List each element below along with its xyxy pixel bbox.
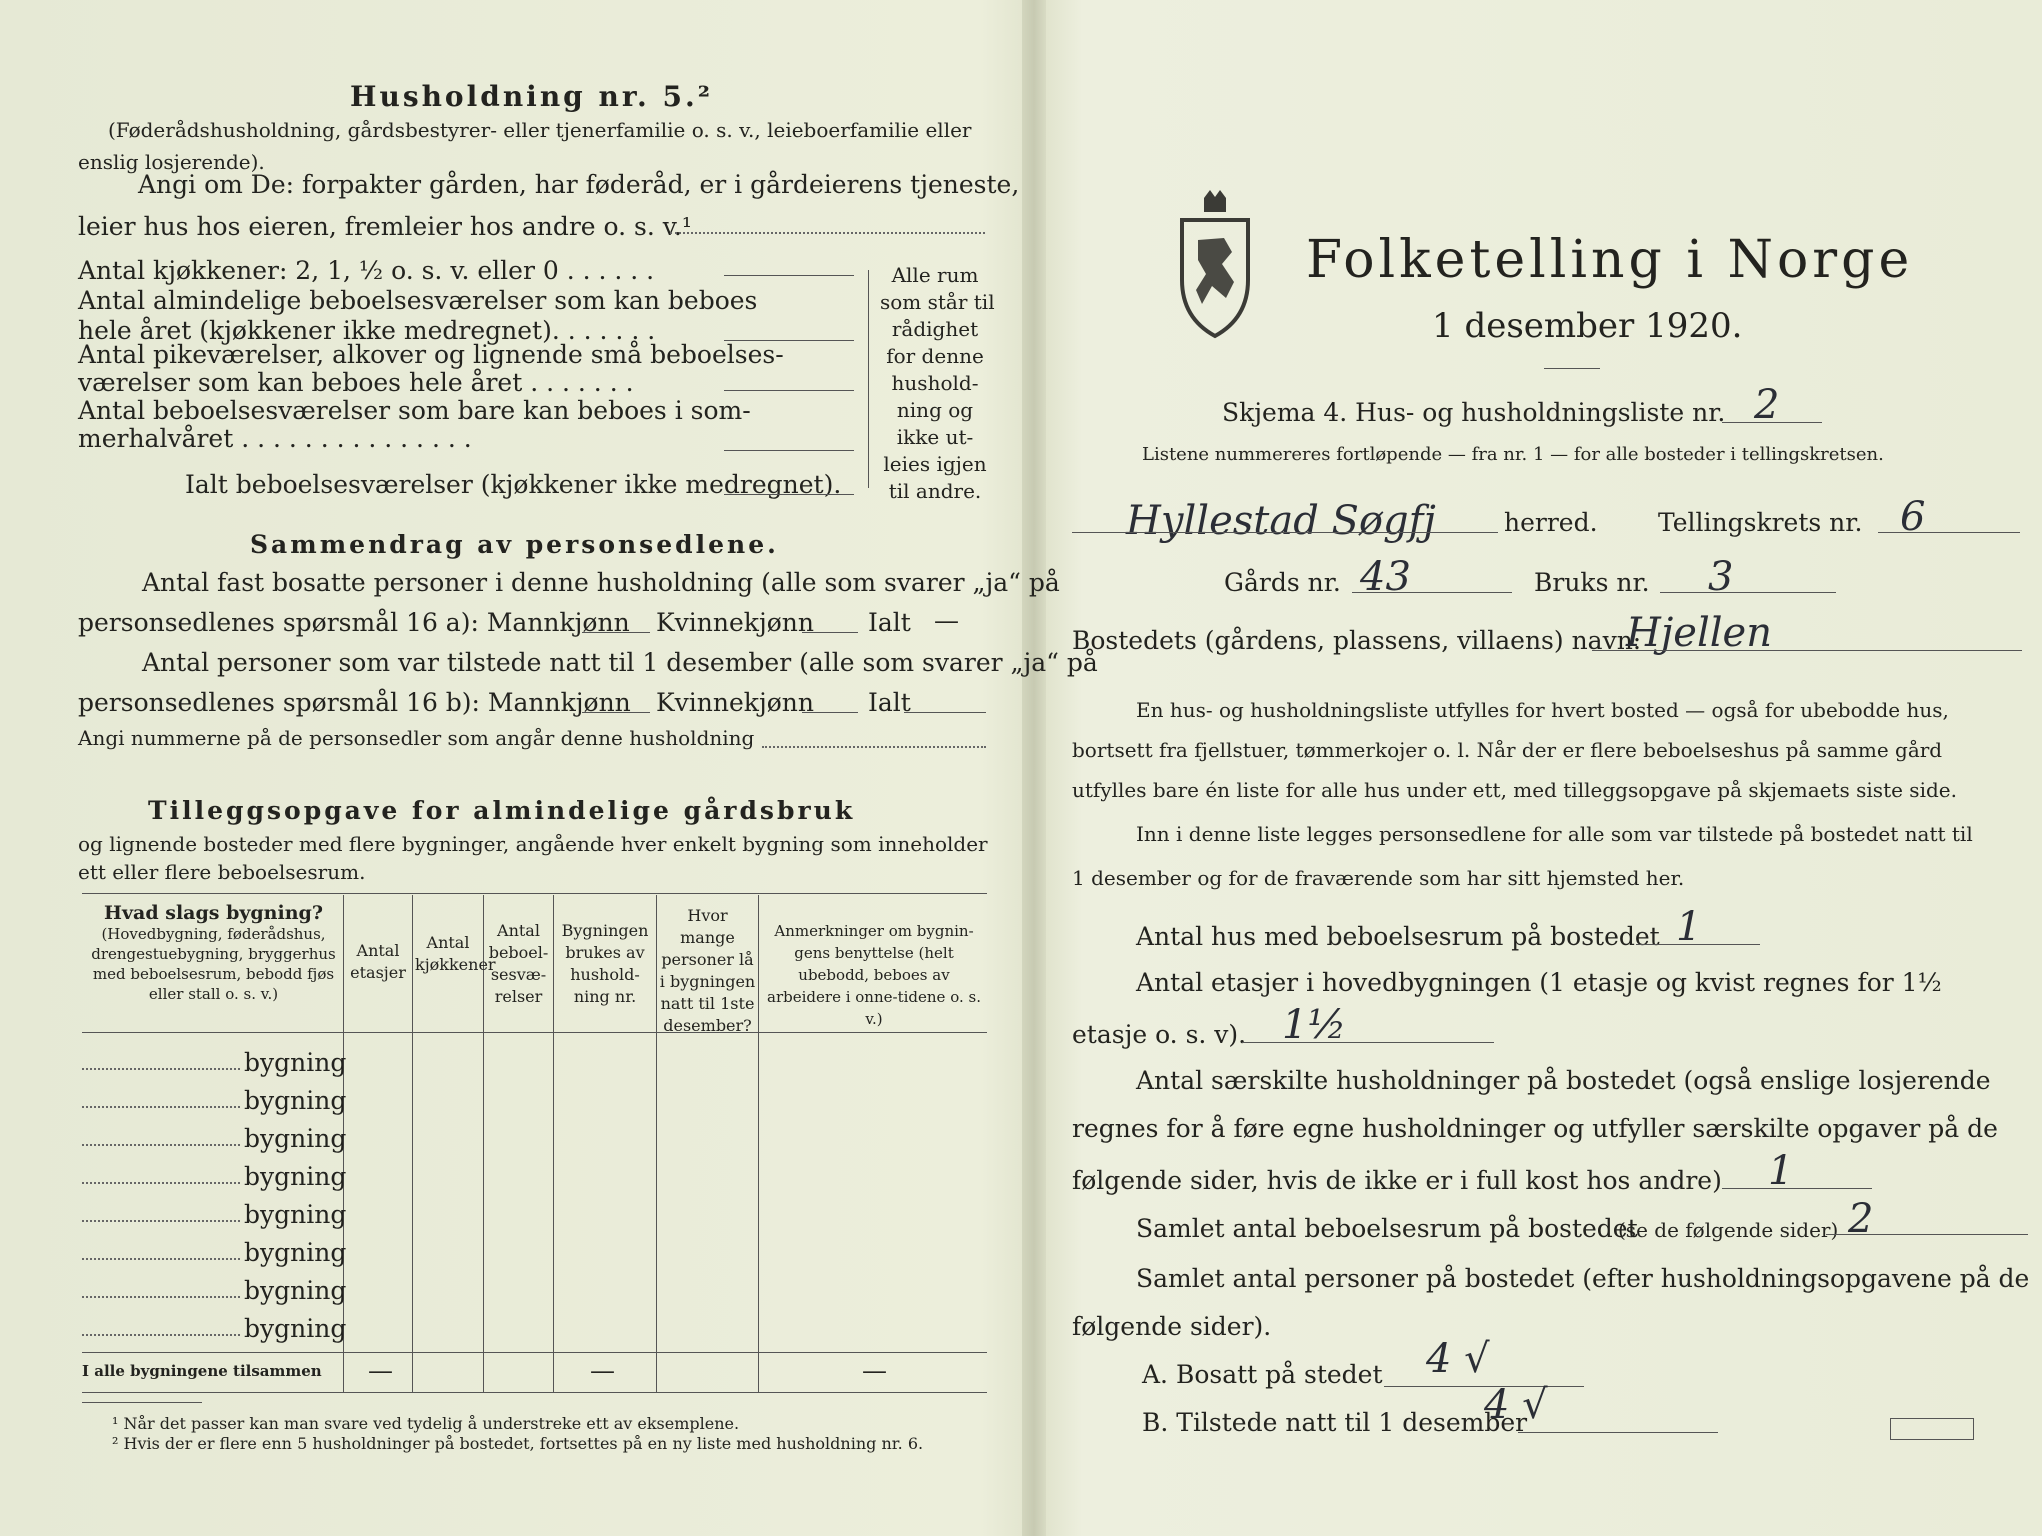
til-kvinne-label: Kvinnekjønn — [656, 688, 814, 717]
hus-field[interactable] — [1636, 944, 1760, 945]
fast-ialt-label: Ialt — [868, 608, 911, 637]
household-intro: (Føderådshusholdning, gårdsbestyrer- eller tjenerfamilie o. s. v., leieboerfamilie eller — [108, 118, 972, 142]
sammendrag-heading: Sammendrag av personsedlene. — [250, 530, 779, 559]
printer-stamp — [1890, 1418, 1974, 1440]
info-1a: En hus- og husholdningsliste utfylles for hvert bosted — også for ubebodde hus, — [1136, 698, 1949, 722]
angi-line-1: Angi om De: forpakter gården, har føderåd, er i gårdeierens tjeneste, — [138, 170, 1020, 199]
total-etasjer: — — [368, 1356, 393, 1385]
household-title: Husholdning nr. 5.² — [350, 80, 714, 113]
table-top-rule — [82, 893, 987, 894]
fast-kvinne-label: Kvinnekjønn — [656, 608, 814, 637]
row-label: bygning — [244, 1162, 347, 1191]
etasjer-label-2: etasje o. s. v). — [1072, 1020, 1247, 1049]
fast-line-2: personsedlenes spørsmål 16 a): Mannkjønn — [78, 608, 630, 637]
bosatt-value[interactable]: 4 √ — [1426, 1336, 1490, 1382]
bosted-field[interactable] — [1592, 650, 2022, 651]
row-field[interactable] — [82, 1296, 240, 1298]
info-2b: 1 desember og for de fraværende som har sitt hjemsted her. — [1072, 866, 1685, 890]
tilstede-value[interactable]: 4 √ — [1484, 1382, 1548, 1428]
coat-of-arms-icon — [1176, 190, 1254, 340]
row-label: bygning — [244, 1086, 347, 1115]
gards-value[interactable]: 43 — [1360, 554, 1411, 600]
som-label-2: merhalvåret . . . . . . . . . . . . . . . — [78, 424, 472, 453]
row-label: bygning — [244, 1124, 347, 1153]
side-note-line: rådighet — [891, 317, 979, 341]
krets-field[interactable] — [1878, 532, 2020, 533]
row-field[interactable] — [82, 1220, 240, 1222]
fast-mann-field[interactable] — [582, 632, 650, 633]
pike-field[interactable] — [724, 390, 854, 391]
side-note-line: til andre. — [888, 479, 982, 503]
alm-label-1: Antal almindelige beboelsesværelser som kan beboes — [78, 286, 758, 315]
col-header-type-title: Hvad slags bygning? — [104, 902, 323, 924]
samlet-rum-value[interactable]: 2 — [1848, 1196, 1874, 1242]
hus-label: Antal hus med beboelsesrum på bostedet — [1136, 922, 1660, 951]
footnote-1: ¹ Når det passer kan man svare ved tydelig å understreke ett av eksemplene. — [112, 1414, 740, 1433]
som-label-1: Antal beboelsesværelser som bare kan beboes i som- — [78, 396, 751, 425]
info-2a: Inn i denne liste legges personsedlene for alle som var tilstede på bostedet natt til — [1136, 822, 1973, 846]
row-field[interactable] — [82, 1258, 240, 1260]
info-1c: utfylles bare én liste for alle hus under ett, med tilleggsopgave på skjemaets siste side. — [1072, 778, 1957, 802]
angi-line-2: leier hus hos eieren, fremleier hos andre o. s. v.¹ — [78, 212, 692, 241]
col-header-kjokkener: Antal kjøkkener — [415, 933, 496, 974]
row-label: bygning — [244, 1238, 347, 1267]
bosatt-label: A. Bosatt på stedet — [1142, 1360, 1383, 1389]
row-field[interactable] — [82, 1334, 240, 1336]
til-line-1: Antal personer som var tilstede natt til 1 desember (alle som svarer „ja“ på — [142, 648, 1098, 677]
fast-ialt-value: — — [934, 606, 959, 635]
til-mann-field[interactable] — [582, 712, 650, 713]
tilstede-field[interactable] — [1518, 1432, 1718, 1433]
side-note-line: hushold- — [891, 371, 979, 395]
row-field[interactable] — [82, 1068, 240, 1070]
krets-value[interactable]: 6 — [1900, 494, 1926, 540]
total-husholdning: — — [590, 1356, 615, 1385]
total-label: I alle bygningene tilsammen — [82, 1362, 322, 1380]
angi-num-label: Angi nummerne på de personsedler som angår denne husholdning — [78, 726, 755, 750]
right-page — [1046, 0, 2042, 1536]
col-header-etasjer: Antal etasjer — [350, 941, 406, 982]
alm-label-2: hele året (kjøkkener ikke medregnet). . . . . . . — [78, 316, 656, 345]
ialt-rooms-label: Ialt beboelsesværelser (kjøkkener ikke medregnet). — [185, 470, 842, 499]
gards-field[interactable] — [1352, 592, 1512, 593]
samlet-rum-note: (se de følgende sider) — [1618, 1218, 1839, 1242]
hus-value[interactable]: 1 — [1676, 904, 1702, 950]
side-note — [880, 262, 995, 505]
etasjer-value[interactable]: 1½ — [1282, 1002, 1347, 1048]
pike-label-1: Antal pikeværelser, alkover og lignende små beboelses- — [78, 340, 784, 369]
col-header-anmerkninger: Anmerkninger om bygnin-gens benyttelse (helt ubebodd, beboes av arbeidere i onne-tidene o. s. v.) — [767, 922, 981, 1028]
bruks-field[interactable] — [1660, 592, 1836, 593]
side-note-line: leies igjen — [883, 452, 987, 476]
census-title: Folketelling i Norge — [1306, 230, 1914, 290]
row-label: bygning — [244, 1276, 347, 1305]
col-header-personer: Hvor mange personer lå i bygningen natt til 1ste desember? — [659, 906, 756, 1035]
col-header-husholdning: Bygningen brukes av hushold-ning nr. — [561, 921, 649, 1006]
side-note-line: som står til — [880, 290, 995, 314]
footnote-rule — [82, 1402, 202, 1403]
sarsk-label-3: følgende sider, hvis de ikke er i full kost hos andre) — [1072, 1166, 1722, 1195]
herred-value[interactable]: Hyllestad Søgfj — [1126, 498, 1436, 544]
col-divider — [412, 895, 413, 1392]
til-line-2: personsedlenes spørsmål 16 b): Mannkjønn — [78, 688, 631, 717]
fast-kvinne-field[interactable] — [802, 632, 858, 633]
info-1b: bortsett fra fjellstuer, tømmerkojer o. l. Når der er flere beboelseshus på samme gård — [1072, 738, 1943, 762]
alm-field[interactable] — [724, 340, 854, 341]
tillegg-sub-2: ett eller flere beboelsesrum. — [78, 860, 366, 884]
table-total-rule — [82, 1352, 987, 1353]
bosted-label: Bostedets (gårdens, plassens, villaens) navn: — [1072, 626, 1642, 655]
pike-label-2: værelser som kan beboes hele året . . . . . . . — [78, 368, 634, 397]
listene-note: Listene nummereres fortløpende — fra nr. 1 — for alle bosteder i tellingskretsen. — [1142, 444, 1884, 465]
fast-line-1: Antal fast bosatte personer i denne husholdning (alle som svarer „ja“ på — [142, 568, 1060, 597]
kjokken-field[interactable] — [724, 275, 854, 276]
angi-answer-line — [670, 232, 985, 234]
skjema-value[interactable]: 2 — [1754, 382, 1780, 428]
bruks-value[interactable]: 3 — [1708, 554, 1734, 600]
sarsk-value[interactable]: 1 — [1768, 1148, 1794, 1194]
herred-label: herred. — [1504, 508, 1598, 537]
col-header-vaerelser: Antal beboel-sesvæ-relser — [488, 921, 549, 1006]
sarsk-field[interactable] — [1722, 1188, 1872, 1189]
col-divider — [656, 895, 657, 1392]
total-anmerkninger: — — [862, 1356, 887, 1385]
row-field[interactable] — [82, 1144, 240, 1146]
col-header-type-note: (Hovedbygning, føderådshus, drengestuebygning, bryggerhus med beboelsesrum, bebodd fjøs eller stall o. s. v.) — [91, 925, 336, 1003]
til-ialt-field[interactable] — [904, 712, 986, 713]
tillegg-heading: Tilleggsopgave for almindelige gårdsbruk — [148, 796, 856, 825]
samlet-pers-label-2: følgende sider). — [1072, 1312, 1272, 1341]
sarsk-label-2: regnes for å føre egne husholdninger og utfyller særskilte opgaver på de — [1072, 1114, 1998, 1143]
side-note-line: ikke ut- — [896, 425, 974, 449]
bosted-value[interactable]: Hjellen — [1626, 610, 1772, 656]
til-ialt-label: Ialt — [868, 688, 911, 717]
samlet-rum-label: Samlet antal beboelsesrum på bostedet — [1136, 1214, 1638, 1243]
til-kvinne-field[interactable] — [802, 712, 858, 713]
row-label: bygning — [244, 1048, 347, 1077]
etasjer-label-1: Antal etasjer i hovedbygningen (1 etasje og kvist regnes for 1½ — [1136, 968, 1942, 997]
samlet-rum-field[interactable] — [1826, 1234, 2028, 1235]
table-header-rule — [82, 1032, 987, 1033]
side-note-line: for denne — [886, 344, 984, 368]
etasjer-field[interactable] — [1242, 1042, 1494, 1043]
footnote-2: ² Hvis der er flere enn 5 husholdninger på bostedet, fortsettes på en ny liste med husholdning nr. 6. — [112, 1434, 924, 1453]
row-field[interactable] — [82, 1106, 240, 1108]
col-divider — [553, 895, 554, 1392]
title-rule — [1544, 368, 1600, 369]
angi-num-field[interactable] — [762, 746, 986, 748]
tilstede-label: B. Tilstede natt til 1 desember — [1142, 1408, 1528, 1437]
table-bottom-rule — [82, 1392, 987, 1393]
samlet-pers-label-1: Samlet antal personer på bostedet (efter husholdningsopgavene på de — [1136, 1264, 2030, 1293]
row-label: bygning — [244, 1200, 347, 1229]
brace — [868, 270, 869, 488]
household-intro-2: enslig losjerende). — [78, 150, 265, 174]
row-field[interactable] — [82, 1182, 240, 1184]
bruks-label: Bruks nr. — [1534, 568, 1650, 597]
kjokken-label: Antal kjøkkener: 2, 1, ½ o. s. v. eller 0 . . . . . . — [78, 256, 655, 285]
col-divider — [758, 895, 759, 1392]
skjema-field[interactable] — [1722, 422, 1822, 423]
page-fold — [1022, 0, 1046, 1536]
row-label: bygning — [244, 1314, 347, 1343]
herred-field[interactable] — [1072, 532, 1498, 533]
side-note-line: Alle rum — [891, 263, 979, 287]
skjema-label: Skjema 4. Hus- og husholdningsliste nr. — [1222, 398, 1726, 427]
census-date: 1 desember 1920. — [1432, 306, 1743, 346]
side-note-line: ning og — [896, 398, 974, 422]
ialt-rooms-field[interactable] — [724, 494, 854, 495]
som-field[interactable] — [724, 450, 854, 451]
col-header-type — [86, 902, 341, 1004]
krets-label: Tellingskrets nr. — [1658, 508, 1863, 537]
sarsk-label-1: Antal særskilte husholdninger på bostedet (også enslige losjerende — [1136, 1066, 1991, 1095]
tillegg-sub-1: og lignende bosteder med flere bygninger, angående hver enkelt bygning som inneholder — [78, 832, 988, 856]
gards-label: Gårds nr. — [1224, 568, 1341, 597]
